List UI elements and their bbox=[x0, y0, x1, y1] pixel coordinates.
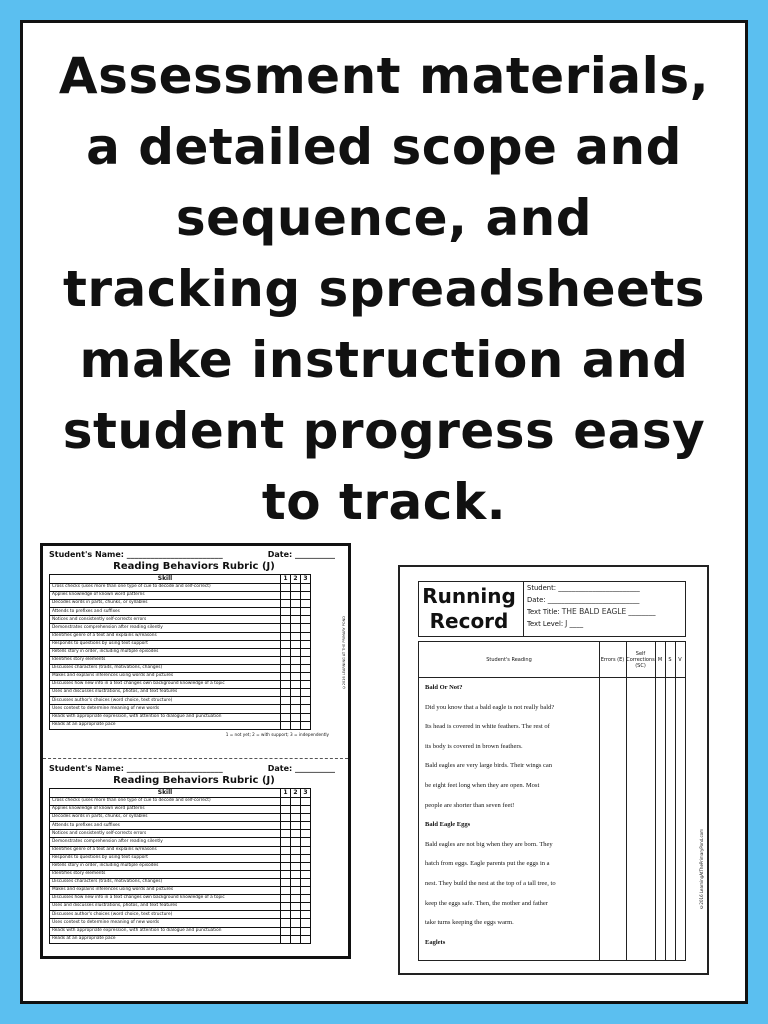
skill-cell: Demonstrates comprehension after reading silently bbox=[50, 838, 281, 846]
col-v: V bbox=[675, 642, 685, 678]
skill-cell: Decodes words in parts, chunks, or syllables bbox=[50, 814, 281, 822]
score-cell[interactable] bbox=[281, 830, 291, 838]
score-cell[interactable] bbox=[291, 862, 301, 870]
headline-line: sequence, and bbox=[175, 189, 593, 247]
score-cell[interactable] bbox=[301, 632, 311, 640]
score-cell[interactable] bbox=[301, 656, 311, 664]
rubric-bottom bbox=[49, 764, 339, 944]
rubric-row bbox=[50, 656, 311, 664]
rubric-row bbox=[50, 935, 311, 943]
score-cell[interactable] bbox=[291, 927, 301, 935]
passage-line: Bald Eagle Eggs bbox=[425, 821, 471, 829]
score-cell[interactable] bbox=[301, 584, 311, 592]
headline-line: to track. bbox=[261, 473, 507, 531]
skill-cell: Uses and discusses illustrations, photos, and text features bbox=[50, 689, 281, 697]
score-cell[interactable] bbox=[301, 689, 311, 697]
text-title-value: THE BALD EAGLE bbox=[561, 607, 627, 616]
passage-line: its body is covered in brown feathers. bbox=[425, 742, 523, 750]
record-copyright: ©2016 LearningAtThePrimaryPond.com bbox=[699, 829, 704, 910]
headline bbox=[23, 41, 745, 538]
rubric-row bbox=[50, 870, 311, 878]
rubric-row bbox=[50, 854, 311, 862]
headline-line: make instruction and bbox=[79, 331, 689, 389]
score-cell[interactable] bbox=[281, 640, 291, 648]
score-cell[interactable] bbox=[281, 656, 291, 664]
score-cell[interactable] bbox=[291, 911, 301, 919]
score-cell[interactable] bbox=[281, 584, 291, 592]
title-line: Running bbox=[422, 584, 516, 608]
score-cell[interactable] bbox=[281, 935, 291, 943]
skill-cell: Decodes words in parts, chunks, or syllables bbox=[50, 600, 281, 608]
rubric-header bbox=[49, 550, 339, 561]
rubric-row bbox=[50, 721, 311, 729]
rubric-copyright: ©2016 LEARNING AT THE PRIMARY POND bbox=[342, 616, 346, 690]
score-header: 2 bbox=[291, 789, 301, 798]
rubric-row bbox=[50, 689, 311, 697]
score-cell[interactable] bbox=[301, 862, 311, 870]
score-cell[interactable] bbox=[281, 648, 291, 656]
running-record-table bbox=[418, 641, 686, 961]
rubric-key: 1 = not yet; 2 = with support; 3 = independently bbox=[225, 731, 329, 737]
score-cell[interactable] bbox=[301, 919, 311, 927]
passage-line: be eight feet long when they are open. Most bbox=[425, 781, 540, 789]
score-cell[interactable] bbox=[291, 887, 301, 895]
score-cell[interactable] bbox=[301, 721, 311, 729]
skill-cell: Cross checks (uses more than one type of cue to decode and self-correct) bbox=[50, 584, 281, 592]
rubric-row bbox=[50, 648, 311, 656]
score-header: 1 bbox=[281, 789, 291, 798]
skill-cell: Reads with appropriate expression, with attention to dialogue and punctuation bbox=[50, 713, 281, 721]
score-cell[interactable] bbox=[301, 806, 311, 814]
score-cell[interactable] bbox=[281, 919, 291, 927]
score-cell[interactable] bbox=[281, 713, 291, 721]
column-divider bbox=[655, 642, 656, 960]
score-cell[interactable] bbox=[281, 689, 291, 697]
score-cell[interactable] bbox=[281, 870, 291, 878]
score-cell[interactable] bbox=[291, 673, 301, 681]
rubric-title: Reading Behaviors Rubric (J) bbox=[113, 775, 275, 786]
score-cell[interactable] bbox=[291, 919, 301, 927]
running-record-header bbox=[418, 581, 686, 637]
passage-line: keep the eggs safe. Then, the mother and father bbox=[425, 899, 548, 907]
skill-header: Skill bbox=[50, 789, 281, 798]
col-students-reading: Student's Reading bbox=[419, 642, 599, 678]
skill-cell: Attends to prefixes and suffixes bbox=[50, 822, 281, 830]
skill-cell: Discusses author's choices (word choice, text structure) bbox=[50, 697, 281, 705]
score-cell[interactable] bbox=[301, 673, 311, 681]
headline-line: a detailed scope and bbox=[86, 118, 682, 176]
score-header: 3 bbox=[301, 789, 311, 798]
text-level-field: Text Level: J ____ bbox=[527, 619, 584, 628]
skill-cell: Discusses author's choices (word choice, text structure) bbox=[50, 911, 281, 919]
score-cell[interactable] bbox=[281, 624, 291, 632]
student-name-label: Student's Name: ________________________ bbox=[49, 764, 223, 773]
skill-cell: Uses context to determine meaning of new words bbox=[50, 919, 281, 927]
skill-cell: Reads with appropriate expression, with attention to dialogue and punctuation bbox=[50, 927, 281, 935]
score-cell[interactable] bbox=[291, 681, 301, 689]
skill-cell: Makes and explains inferences using words and pictures bbox=[50, 887, 281, 895]
rubric-row bbox=[50, 806, 311, 814]
score-cell[interactable] bbox=[291, 830, 301, 838]
score-cell[interactable] bbox=[301, 608, 311, 616]
date-label: Date: __________ bbox=[267, 550, 335, 559]
headline-line: student progress easy bbox=[62, 402, 706, 460]
rubric-row bbox=[50, 846, 311, 854]
headline-line: tracking spreadsheets bbox=[62, 260, 706, 318]
text-title-field: Text Title: THE BALD EAGLE ________ bbox=[527, 607, 656, 616]
rubric-row bbox=[50, 713, 311, 721]
skill-cell: Retells story in order, including multiple episodes bbox=[50, 862, 281, 870]
column-divider bbox=[626, 642, 627, 960]
rubric-table bbox=[49, 788, 311, 944]
passage-line: Its head is covered in white feathers. The rest of bbox=[425, 723, 550, 731]
score-header: 3 bbox=[301, 575, 311, 584]
score-cell[interactable] bbox=[301, 664, 311, 672]
score-cell[interactable] bbox=[301, 854, 311, 862]
skill-cell: Discusses how new info in a text changes own background knowledge of a topic bbox=[50, 895, 281, 903]
passage-line: nest. They build the nest at the top of a tall tree, to bbox=[425, 879, 556, 887]
col-errors: Errors (E) bbox=[599, 642, 626, 678]
col-s: S bbox=[665, 642, 675, 678]
score-cell[interactable] bbox=[301, 705, 311, 713]
score-cell[interactable] bbox=[291, 592, 301, 600]
score-cell[interactable] bbox=[281, 705, 291, 713]
score-cell[interactable] bbox=[301, 870, 311, 878]
skill-cell: Attends to prefixes and suffixes bbox=[50, 608, 281, 616]
score-cell[interactable] bbox=[281, 721, 291, 729]
date-label: Date: __________ bbox=[267, 764, 335, 773]
col-self-corrections: Self Corrections (SC) bbox=[626, 642, 655, 678]
score-cell[interactable] bbox=[281, 927, 291, 935]
skill-cell: Identifies genre of a text and explains w/reasons bbox=[50, 846, 281, 854]
skill-cell: Discusses characters (traits, motivations, changes) bbox=[50, 664, 281, 672]
date-field: Date: ___________________________ bbox=[527, 596, 640, 604]
score-cell[interactable] bbox=[291, 822, 301, 830]
passage-line: Bald eagles are very large birds. Their wings can bbox=[425, 762, 553, 770]
score-cell[interactable] bbox=[281, 887, 291, 895]
score-cell[interactable] bbox=[291, 600, 301, 608]
column-divider bbox=[665, 642, 666, 960]
passage-line: take turns keeping the eggs warm. bbox=[425, 919, 514, 927]
skill-cell: Notices and consistently self-corrects errors bbox=[50, 616, 281, 624]
text-level-label: Text Level: bbox=[527, 620, 564, 628]
score-cell[interactable] bbox=[301, 681, 311, 689]
score-cell[interactable] bbox=[291, 656, 301, 664]
rubric-row bbox=[50, 600, 311, 608]
score-cell[interactable] bbox=[281, 798, 291, 806]
score-cell[interactable] bbox=[281, 616, 291, 624]
passage-line: Eaglets bbox=[425, 938, 446, 946]
score-cell[interactable] bbox=[301, 814, 311, 822]
column-divider bbox=[599, 642, 600, 960]
score-cell[interactable] bbox=[291, 664, 301, 672]
score-cell[interactable] bbox=[301, 798, 311, 806]
score-cell[interactable] bbox=[301, 616, 311, 624]
rubric-row bbox=[50, 862, 311, 870]
score-cell[interactable] bbox=[291, 870, 301, 878]
score-cell[interactable] bbox=[291, 713, 301, 721]
rubric-top bbox=[49, 550, 339, 737]
score-cell[interactable] bbox=[301, 935, 311, 943]
skill-cell: Discusses how new info in a text changes own background knowledge of a topic bbox=[50, 681, 281, 689]
score-cell[interactable] bbox=[291, 903, 301, 911]
score-cell[interactable] bbox=[281, 681, 291, 689]
rubric-row bbox=[50, 664, 311, 672]
score-cell[interactable] bbox=[301, 830, 311, 838]
score-cell[interactable] bbox=[301, 600, 311, 608]
running-record-title bbox=[419, 584, 519, 634]
score-cell[interactable] bbox=[281, 697, 291, 705]
score-cell[interactable] bbox=[291, 584, 301, 592]
score-cell[interactable] bbox=[291, 689, 301, 697]
score-cell[interactable] bbox=[281, 895, 291, 903]
record-fields bbox=[523, 582, 686, 636]
score-cell[interactable] bbox=[301, 887, 311, 895]
score-cell[interactable] bbox=[291, 814, 301, 822]
cut-line bbox=[43, 758, 348, 759]
rubric-row bbox=[50, 608, 311, 616]
score-cell[interactable] bbox=[301, 895, 311, 903]
score-cell[interactable] bbox=[281, 664, 291, 672]
score-cell[interactable] bbox=[291, 640, 301, 648]
skill-cell: Retells story in order, including multiple episodes bbox=[50, 648, 281, 656]
score-cell[interactable] bbox=[291, 721, 301, 729]
rubric-row bbox=[50, 592, 311, 600]
rubric-row bbox=[50, 632, 311, 640]
score-cell[interactable] bbox=[281, 822, 291, 830]
score-cell[interactable] bbox=[281, 608, 291, 616]
reading-passage bbox=[425, 684, 595, 958]
score-cell[interactable] bbox=[281, 673, 291, 681]
score-cell[interactable] bbox=[281, 854, 291, 862]
score-cell[interactable] bbox=[291, 798, 301, 806]
score-cell[interactable] bbox=[291, 846, 301, 854]
skill-cell: Cross checks (uses more than one type of cue to decode and self-correct) bbox=[50, 798, 281, 806]
score-cell[interactable] bbox=[301, 838, 311, 846]
student-name-label: Student's Name: ________________________ bbox=[49, 550, 223, 559]
score-cell[interactable] bbox=[301, 648, 311, 656]
score-cell[interactable] bbox=[291, 632, 301, 640]
skill-cell: Discusses characters (traits, motivations, changes) bbox=[50, 878, 281, 886]
score-cell[interactable] bbox=[291, 878, 301, 886]
score-cell[interactable] bbox=[281, 806, 291, 814]
skill-cell: Identifies story elements bbox=[50, 870, 281, 878]
score-cell[interactable] bbox=[301, 846, 311, 854]
score-cell[interactable] bbox=[281, 592, 291, 600]
rubric-row bbox=[50, 584, 311, 592]
score-cell[interactable] bbox=[301, 640, 311, 648]
title-line: Record bbox=[429, 609, 509, 633]
score-cell[interactable] bbox=[291, 648, 301, 656]
score-cell[interactable] bbox=[281, 814, 291, 822]
score-cell[interactable] bbox=[301, 624, 311, 632]
running-record-page-image bbox=[398, 565, 709, 975]
rubric-table bbox=[49, 574, 311, 730]
score-cell[interactable] bbox=[281, 632, 291, 640]
skill-cell: Uses and discusses illustrations, photos, and text features bbox=[50, 903, 281, 911]
score-cell[interactable] bbox=[301, 713, 311, 721]
skill-cell: Notices and consistently self-corrects errors bbox=[50, 830, 281, 838]
skill-cell: Reads at an appropriate pace bbox=[50, 721, 281, 729]
rubric-row bbox=[50, 919, 311, 927]
rubric-title: Reading Behaviors Rubric (J) bbox=[113, 561, 275, 572]
rubric-row bbox=[50, 624, 311, 632]
rubric-row bbox=[50, 887, 311, 895]
rubric-page-image bbox=[40, 543, 351, 959]
rubric-row bbox=[50, 705, 311, 713]
rubric-row bbox=[50, 673, 311, 681]
skill-cell: Makes and explains inferences using words and pictures bbox=[50, 673, 281, 681]
skill-cell: Responds to questions by using text support bbox=[50, 640, 281, 648]
column-divider bbox=[675, 642, 676, 960]
score-cell[interactable] bbox=[301, 697, 311, 705]
passage-line: hatch from eggs. Eagle parents put the eggs in a bbox=[425, 860, 550, 868]
score-cell[interactable] bbox=[291, 806, 301, 814]
score-cell[interactable] bbox=[291, 838, 301, 846]
score-cell[interactable] bbox=[301, 822, 311, 830]
text-title-label: Text Title: bbox=[527, 608, 560, 616]
rubric-row bbox=[50, 814, 311, 822]
rubric-body bbox=[50, 798, 311, 944]
rubric-row bbox=[50, 616, 311, 624]
col-m: M bbox=[655, 642, 665, 678]
score-header: 2 bbox=[291, 575, 301, 584]
rubric-row bbox=[50, 838, 311, 846]
score-cell[interactable] bbox=[291, 895, 301, 903]
rubric-row bbox=[50, 640, 311, 648]
passage-line: people are shorter than seven feet! bbox=[425, 801, 515, 809]
student-field: Student: ________________________ bbox=[527, 584, 640, 592]
rubric-row bbox=[50, 911, 311, 919]
score-cell[interactable] bbox=[281, 862, 291, 870]
score-cell[interactable] bbox=[291, 697, 301, 705]
headline-line: Assessment materials, bbox=[58, 47, 710, 105]
score-cell[interactable] bbox=[291, 854, 301, 862]
skill-cell: Applies knowledge of known word patterns bbox=[50, 592, 281, 600]
rubric-row bbox=[50, 927, 311, 935]
rubric-row bbox=[50, 697, 311, 705]
rubric-row bbox=[50, 822, 311, 830]
skill-cell: Identifies story elements bbox=[50, 656, 281, 664]
score-cell[interactable] bbox=[291, 624, 301, 632]
skill-cell: Responds to questions by using text support bbox=[50, 854, 281, 862]
rubric-row bbox=[50, 681, 311, 689]
skill-cell: Demonstrates comprehension after reading silently bbox=[50, 624, 281, 632]
score-cell[interactable] bbox=[281, 903, 291, 911]
skill-header: Skill bbox=[50, 575, 281, 584]
rubric-row bbox=[50, 895, 311, 903]
rubric-row bbox=[50, 798, 311, 806]
rubric-row bbox=[50, 878, 311, 886]
rubric-header bbox=[49, 764, 339, 775]
skill-cell: Identifies genre of a text and explains w/reasons bbox=[50, 632, 281, 640]
score-cell[interactable] bbox=[291, 616, 301, 624]
passage-line: Bald Or Not? bbox=[425, 684, 463, 691]
score-cell[interactable] bbox=[281, 878, 291, 886]
score-cell[interactable] bbox=[301, 903, 311, 911]
score-cell[interactable] bbox=[281, 600, 291, 608]
score-cell[interactable] bbox=[301, 592, 311, 600]
text-level-value: J bbox=[565, 619, 568, 628]
rubric-row bbox=[50, 830, 311, 838]
skill-cell: Reads at an appropriate pace bbox=[50, 935, 281, 943]
score-cell[interactable] bbox=[301, 911, 311, 919]
skill-cell: Uses context to determine meaning of new words bbox=[50, 705, 281, 713]
score-cell[interactable] bbox=[291, 705, 301, 713]
score-cell[interactable] bbox=[301, 927, 311, 935]
score-header: 1 bbox=[281, 575, 291, 584]
score-cell[interactable] bbox=[291, 935, 301, 943]
passage-line: Did you know that a bald eagle is not really bald? bbox=[425, 703, 555, 711]
score-cell[interactable] bbox=[291, 608, 301, 616]
score-cell[interactable] bbox=[301, 878, 311, 886]
rubric-body bbox=[50, 584, 311, 730]
skill-cell: Applies knowledge of known word patterns bbox=[50, 806, 281, 814]
score-cell[interactable] bbox=[281, 911, 291, 919]
rubric-row bbox=[50, 903, 311, 911]
passage-line: Bald eagles are not big when they are born. They bbox=[425, 840, 553, 848]
score-cell[interactable] bbox=[281, 838, 291, 846]
score-cell[interactable] bbox=[281, 846, 291, 854]
